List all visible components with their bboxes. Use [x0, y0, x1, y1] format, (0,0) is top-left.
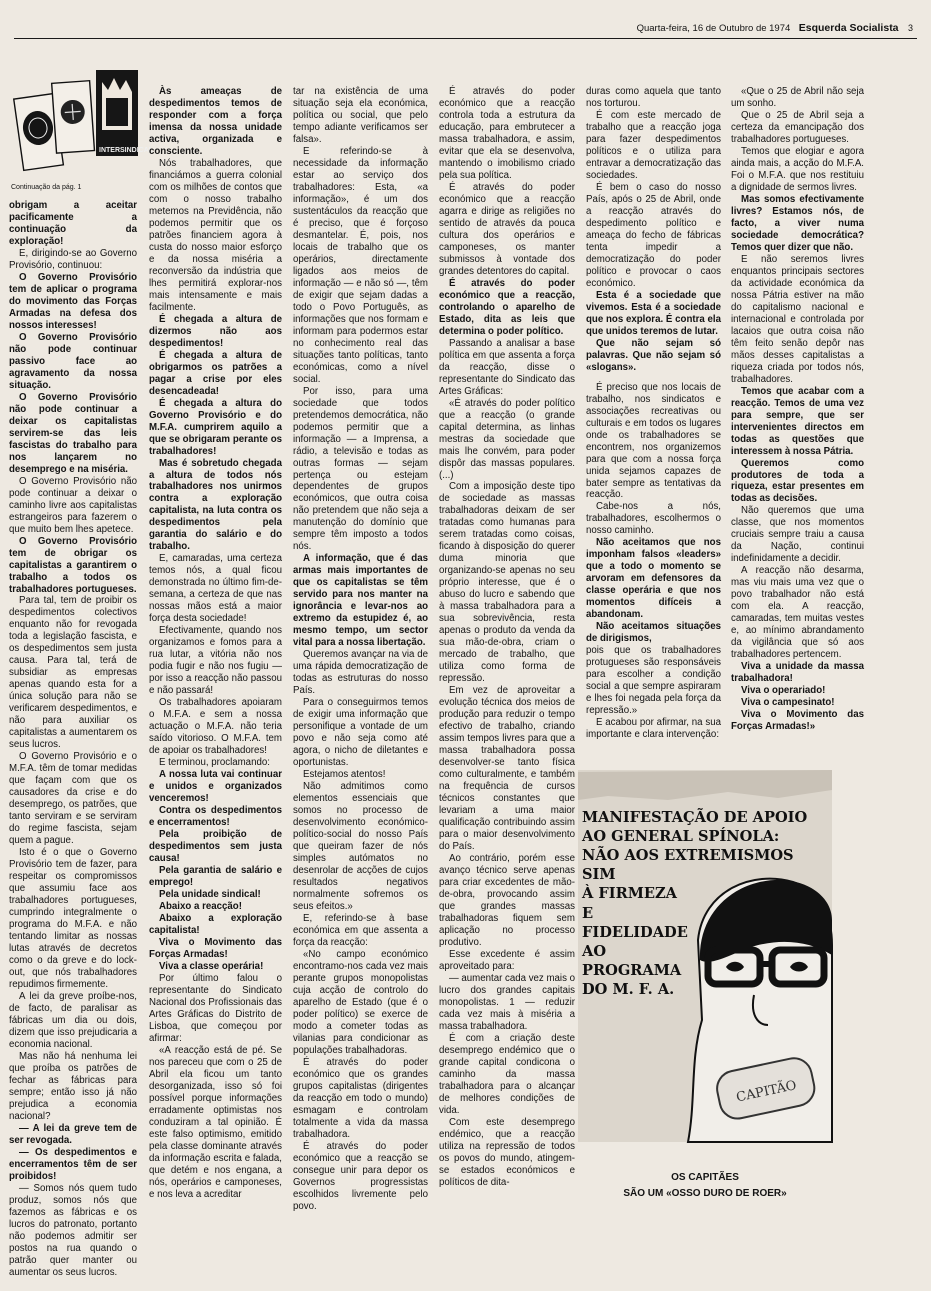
paragraph: «Que o 25 de Abril não seja um sonho.	[731, 86, 864, 109]
paragraph: Não queremos que uma classe, que nos momentos cruciais sempre traiu a causa da Nação, continui indefinidamente a decidir.	[731, 505, 864, 565]
paragraph: Que o 25 de Abril seja a certeza da emancipação dos trabalhadores portugueses.	[731, 109, 864, 145]
poster-slogan	[582, 808, 832, 999]
paragraph: Mas é sobretudo chegada a altura de todos nós trabalhadores nos unirmos contra a exploração capitalista, na luta contra os despedimentos pela garantia do salário e do trabalho.	[149, 457, 282, 553]
paragraph: Viva a unidade da massa trabalhadora!	[731, 661, 864, 685]
poster-illustration	[578, 770, 832, 1142]
paragraph: Temos que acabar com a reacção. Temos de uma vez para sempre, que ser intervenientes directos em todas as questões que interessem à nossa Pátria.	[731, 385, 864, 457]
paragraph: O Governo Provisório não pode continuar passivo face ao agravamento da nossa situação.	[9, 331, 137, 391]
intersindical-logo-icon	[10, 68, 154, 180]
paragraph: Viva o campesinato!	[741, 697, 835, 709]
paragraph: pois que os trabalhadores protugueses são responsáveis para escolher a condição social a que sempre aspiraram e lhes foi negada pela força da repressão.»	[586, 645, 721, 717]
paragraph: A nossa luta vai continuar e unidos e organizados venceremos!	[149, 769, 282, 805]
paragraph: Ao contrário, porém esse avanço técnico serve apenas para criar excedentes de mão-de-obra, provocando assim que grandes massas trabalhadoras fiquem sem aplicação no processo produtivo.	[439, 853, 575, 948]
paragraph: O Governo Provisório e o M.F.A. têm de tomar medidas que façam com que os causadores da crise e do desemprego, os patrões, que tanto serviram e se serviram do regime fascista, sejam quem a pague.	[9, 751, 137, 847]
paragraph: Pela unidade sindical!	[159, 888, 261, 900]
poster-line: FIDELIDADE	[582, 923, 688, 941]
paragraph: O Governo Provisório tem de obrigar os capitalistas a garantirem o trabalho a todos os trabalhadores portugueses.	[9, 535, 137, 595]
paragraph: E acabou por afirmar, na sua importante e clara intervenção:	[586, 717, 721, 741]
poster-caption	[578, 1170, 832, 1202]
paragraph: A reacção não desarma, mas viu mais uma vez que o povo trabalhador não está com ela. A reacção, camaradas, tem muitas vestes e, ao mínimo abrandamento da vigilância que só aos trabalhadores pertencem.	[731, 565, 864, 661]
article-column-2	[149, 86, 282, 1285]
poster-line: SIM	[582, 866, 616, 884]
paragraph: O Governo Provisório tem de aplicar o programa do movimento das Forças Armadas na defesa dos nossos interesses!	[9, 271, 137, 331]
paragraph: — A lei da greve tem de ser revogada.	[9, 1122, 137, 1146]
poster-line: DO M. F. A.	[582, 980, 675, 998]
paragraph: «É através do poder político que a reacção (o grande capital determina, as linhas mestras da sociedade que mais lhe convém, para poder dispôr das massas populares. (...)	[439, 397, 575, 481]
poster-line: PROGRAMA	[582, 961, 682, 979]
paragraph: Estejamos atentos!	[303, 769, 386, 781]
poster-line: AO	[582, 942, 607, 960]
paragraph: Esse excedente é assim aproveitado para:	[439, 948, 575, 972]
paragraph: Abaixo a reacção!	[159, 900, 242, 912]
paragraph: Mas não há nenhuma lei que proíba os patrões de fechar as fábricas para sempre; então isso já não prejudica a economia nacional?	[9, 1050, 137, 1122]
caption-line-1: OS CAPITÃES	[671, 1172, 739, 1183]
article-column-4	[439, 86, 575, 1285]
paragraph: É preciso que nos locais de trabalho, nos sindicatos e associações recreativas ou culturais e em todos os lugares onde os trabalhadores se encontrem, nos organizemos para que com a nossa força unida sejamos capazes de bater sempre as tentativas da reacção.	[586, 381, 721, 501]
paragraph: Não aceitamos que nos imponham falsos «leaders» que a todo o momento se arvoram em defensores da classe operária e que nos momentos difíceis a abandonam.	[586, 537, 721, 621]
paragraph: Viva o Movimento das Forças Armadas!	[149, 936, 282, 960]
paragraph: É chegada a altura de obrigarmos os patrões a pagar a crise por eles desencadeada!	[149, 349, 282, 397]
paragraph: Nós trabalhadores, que financiámos a guerra colonial com os milhões de contos que com o nosso trabalho metemos na Previdência, não podemos permitir que os patrões financiem agora à custa do nosso maior esforço e da nossa miséria a reconversão da indústria que lhes permitirá explorar-nos mais intensamente e mais facilmente.	[149, 157, 282, 313]
paragraph: Queremos como produtores de toda a riqueza, estar presentes em todas as decisões.	[731, 457, 864, 505]
paragraph: Não aceitamos situações de dirigismos,	[586, 621, 721, 645]
paragraph: obrigam a aceitar pacificamente a continuação da exploração!	[9, 200, 137, 247]
paragraph: Queremos avançar na via de uma rápida democratização de todas as estruturas do nosso País.	[293, 649, 428, 697]
article-column-5	[586, 86, 721, 766]
paragraph: E terminou, proclamando:	[159, 757, 270, 769]
bone-badge-text: CAPITÃO	[734, 1078, 798, 1106]
paragraph: Com a imposição deste tipo de sociedade as massas trabalhadoras deixam de ser tratadas como humanas para serem tratadas como coisas, ficando à disposição do querer duma minoria que organizando-se apenas no seu próprio interesse, que é o abuso do lucro e sabendo que à massa trabalhadora para a sua sobrevivência, resta apenas o produto da venda da sua mão-de-obra, criam o mercado de trabalho, que utiliza como forma de repressão.	[439, 481, 575, 685]
paragraph: tar na existência de uma situação seja ela económica, política ou social, que pelo tempo adiante verificamos ser falsa».	[293, 86, 428, 145]
poster-line: NÃO AOS EXTREMISMOS	[582, 847, 794, 865]
article-column-3	[293, 86, 428, 1285]
paragraph: Viva o operariado!	[741, 685, 826, 697]
paragraph: Cabe-nos a nós, trabalhadores, escolhermos o nosso caminho.	[586, 501, 721, 537]
paragraph: Não admitimos como elementos essenciais que somos no processo de desenvolvimento económico-político-social do nosso País que queiram fazer de nós simples autómatos no desenrolar de acções de cujos resultados negativos normalmente sofremos os seus efeitos.»	[293, 781, 428, 912]
paragraph: É através do poder económico que a reacção, controlando o aparelho de Estado, dita as leis que determina o poder político.	[439, 277, 575, 337]
poster-line: À FIRMEZA	[582, 885, 677, 903]
page-number: 3	[907, 23, 913, 33]
paragraph: O Governo Provisório não pode continuar a deixar os capitalistas servirem-se das leis fascistas do trabalho para nos lançarem no desemprego e na miséria.	[9, 391, 137, 475]
newspaper-title: Esquerda Socialista	[798, 22, 899, 34]
issue-date: Quarta-feira, 16 de Outubro de 1974	[636, 23, 791, 34]
paragraph: Temos que elogiar e agora ainda mais, a acção do M.F.A. Foi o M.F.A. que nos restituiu a dignidade de sermos livres.	[731, 145, 864, 193]
paragraph: É chegada a altura de dizermos não aos despedimentos!	[149, 313, 282, 349]
paragraph: Mas somos efectivamente livres? Estamos nós, de facto, a viver numa sociedade democrática? Temos quer dizer que não.	[731, 193, 864, 253]
paragraph: O Governo Provisório não pode continuar a deixar o caminho livre aos capitalistas estrangeiros para fazerem o que muito bem lhes apetece.	[9, 475, 137, 535]
paragraph: Os trabalhadores apoiaram o M.F.A. e sem a nossa actuação o M.F.A. não teria saído vitorioso. O M.F.A. tem de apoiar os trabalhadores!	[149, 697, 282, 757]
paragraph: duras como aquela que tanto nos torturou.	[586, 86, 721, 109]
header-rule	[14, 38, 917, 39]
paragraph: — Os despedimentos e encerramentos têm de ser proibidos!	[9, 1146, 137, 1182]
paragraph: Por último falou o representante do Sindicato Nacional dos Profissionais das Artes Gráficas do Distrito de Lisboa, que começou por afirmar:	[149, 972, 282, 1044]
logo-text: INTERSINDICAL	[99, 147, 154, 154]
paragraph: A lei da greve proíbe-nos, de facto, de paralisar as fábricas um dia ou dois, dizem que isso prejudicaria a economia nacional.	[9, 990, 137, 1050]
paragraph: Que não sejam só palavras. Que não sejam só «slogans».	[586, 337, 721, 373]
paragraph: É com a criação deste desemprego endémico que o grande capital condicona o caminho da massa trabalhadora para o alcançar de melhores condições de vida.	[439, 1032, 575, 1116]
paragraph: — Somos nós quem tudo produz, somos nós que fazemos as fábricas e os lucros do patronato, portanto não podemos admitir ser postos na rua quando o patrão quer manter ou aumentar os seus lucros.	[9, 1182, 137, 1278]
article-column-1	[9, 200, 137, 1285]
paragraph: Efectivamente, quando nos organizamos e fomos para a rua lutar, a vitória não nos podia fugir e não nos fugiu — por isso a reacção não passou e não passará!	[149, 625, 282, 697]
paragraph: Esta é a sociedade que vivemos. Esta é a sociedade que nos explora. É contra ela que unidos teremos de lutar.	[586, 289, 721, 337]
continuation-note: Continuação da pág. 1	[11, 184, 82, 191]
paragraph: — aumentar cada vez mais o lucro dos grandes capitais monopolistas. 1 — reduzir cada vez mais à miséria a massa trabalhadora.	[439, 972, 575, 1032]
paragraph: E, dirigindo-se ao Governo Provisório, continuou:	[9, 247, 137, 271]
paragraph: Viva a classe operária!	[159, 960, 264, 972]
paragraph: E referindo-se à necessidade da informação estar ao serviço dos trabalhadores: Esta, «a informação», é um dos sustentáculos da reacção que é preciso, que é forçoso desmantelar. É, pois, nos locais de trabalho que os operários, directamente ligados aos meios de informação — e não só —, têm de exigir que sejam dadas a todo o Povo Português, as informações que nos formam e informam para podermos estar no conhecimento real das situações tanto políticas, tanto económicas, como a nível social.	[293, 145, 428, 385]
paragraph: É através do poder económico que a reacção controla toda a estrutura da educação, para embrutecer a massa trabalhadora, e assim, evitar que ela se desenvolva, mantendo o imobilismo criado pela sua política.	[439, 86, 575, 181]
paragraph: «No campo económico encontramo-nos cada vez mais perante grupos monopolistas cuja acção de controlo do aparelho de Estado (que é o poder político) se exerce de modo a cometer todas as vilanias para condicionar as populações trabalhadoras.	[293, 948, 428, 1056]
paragraph: E, camaradas, uma certeza temos nós, a qual ficou demonstrada no último fim-de-semana, a certeza de que nas nossas mãos está a maior força desta sociedade!	[149, 553, 282, 625]
paragraph: Passando a analisar a base política em que assenta a força da reacção, disse o representante do Sindicato das Artes Gráficas:	[439, 337, 575, 397]
paragraph: É com este mercado de trabalho que a reacção joga para fazer despedimentos políticos e o utiliza para entravar a democratização das sociedades.	[586, 109, 721, 181]
paragraph: Pela proibição de despedimentos sem justa causa!	[149, 829, 282, 864]
paragraph: Isto é o que o Governo Provisório tem de fazer, para respeitar os compromissos que assumiu face aos trabalhadores portugueses, cumprindo integralmente o programa do M.F.A. e não tentando limitar as nossas lutas através de decretos como o da greve e do lock-out, que nós trabalhadores repudimos firmemente.	[9, 847, 137, 990]
paragraph: É através do poder económico que a reacção agarra e dirige as religiões no sentido de através da pouca cultura dos operários e camponeses, os manter submissos à vontade dos grandes detentores do capital.	[439, 181, 575, 277]
paragraph: E, referindo-se à base económica em que assenta a força da reacção:	[293, 912, 428, 948]
paragraph: Pela garantia de salário e emprego!	[149, 864, 282, 888]
poster-line: AO GENERAL SPÍNOLA:	[582, 828, 780, 846]
paragraph: Abaixo a exploração capitalista!	[149, 912, 282, 936]
paragraph: É bem o caso do nosso País, após o 25 de Abril, onde a reacção através do despedimento político e ameaça do fecho de fábricas tenta impedir a democratização do poder político e provocar o caos económico.	[586, 181, 721, 289]
article-column-6	[731, 86, 864, 786]
paragraph: É chegada a altura do Governo Provisório e do M.F.A. cumprirem aquilo a que se obrigaram perante os trabalhadores!	[149, 397, 282, 457]
paragraph: Às ameaças de despedimentos temos de responder com a força imensa da nossa unidade activa, organizada e consciente.	[149, 86, 282, 157]
paragraph: Contra os despedimentos e encerramentos!	[149, 805, 282, 829]
paragraph: É através do poder económico que a reacção se consegue unir para depor os Governos progressistas escolhidos livremente pelo povo.	[293, 1140, 428, 1212]
paragraph: Por isso, para uma sociedade que todos pretendemos democrática, não podemos permitir que a informação — a Imprensa, a rádio, a televisão e todas as outras formas — sejam pertença ou estejam dependentes de grupos económicos, que outra coisa não pretendem que não seja a manutenção do domínio que sempre têm imposto a todos nós.	[293, 385, 428, 553]
paragraph: Viva o Movimento das Forças Armadas!»	[731, 709, 864, 733]
paragraph: É através do poder económico que os grandes grupos capitalistas (dirigentes da reacção em todo o mundo) esmagam e controlam totalmente a vida da massa trabalhadora.	[293, 1056, 428, 1140]
caption-line-2: SÃO UM «OSSO DURO DE ROER»	[623, 1188, 787, 1199]
paragraph: Para o conseguirmos temos de exigir uma informação que personifique a vontade de um povo e não seja como até agora, o nicho de diletantes e oportunistas.	[293, 697, 428, 769]
paragraph: A informação, que é das armas mais importantes de que os capitalistas se têm servido para nos manter na ignorância e levar-nos ao extremo da estupidez é, ao mesmo tempo, um sector vital para a nossa libertação.	[293, 553, 428, 649]
paragraph: Para tal, tem de proibir os despedimentos colectivos enquanto não for revogada toda a legislação fascista, e os despedimentos sem justa causa. Para tal, terá de subsidiar as empresas apenas quando esta for a única solução para não se verificarem despedimentos, e não para auxiliar os capitalistas a aumentarem os seus lucros.	[9, 595, 137, 751]
paragraph: E não seremos livres enquantos principais sectores da actividade económica da nossa Pátria estiver na mão do capitalismo nacional e internacional e controlada por lacaios que outra coisa não têm feito senão depôr nas mãos desses capitalistas a riqueza criada por todos nós, trabalhadores.	[731, 253, 864, 385]
poster-line: MANIFESTAÇÃO DE APOIO	[582, 809, 808, 826]
paragraph: Em vez de aproveitar a evolução técnica dos meios de produção para reduzir o tempo efectivo de trabalho, criando assim tempos livres para que a massa trabalhadora possa desenvolver-se tanto física como culturalmente, e também na frequência de cursos técnicos constantes que levariam a uma maior qualificação contribuindo assim para o maior desenvolvimento do País.	[439, 685, 575, 853]
page-header	[513, 18, 913, 36]
paragraph: Com este desemprego endémico, que a reacção utiliza na repressão de todos os povos do mundo, atingem-se estados económicos e políticos de dita-	[439, 1116, 575, 1188]
poster-line: E	[582, 904, 594, 922]
paragraph: «A reacção está de pé. Se nos pareceu que com o 25 de Abril ela ficou um tanto desorganizada, isso só foi possível porque informações erradamente optimistas nos conduziram a tal opinião. É este falso optimismo, emitido pela classe dominante através da informação escrita e falada, que detém e nos engana, a nós, operários e camponeses, e nos leva a acreditar	[149, 1044, 282, 1200]
